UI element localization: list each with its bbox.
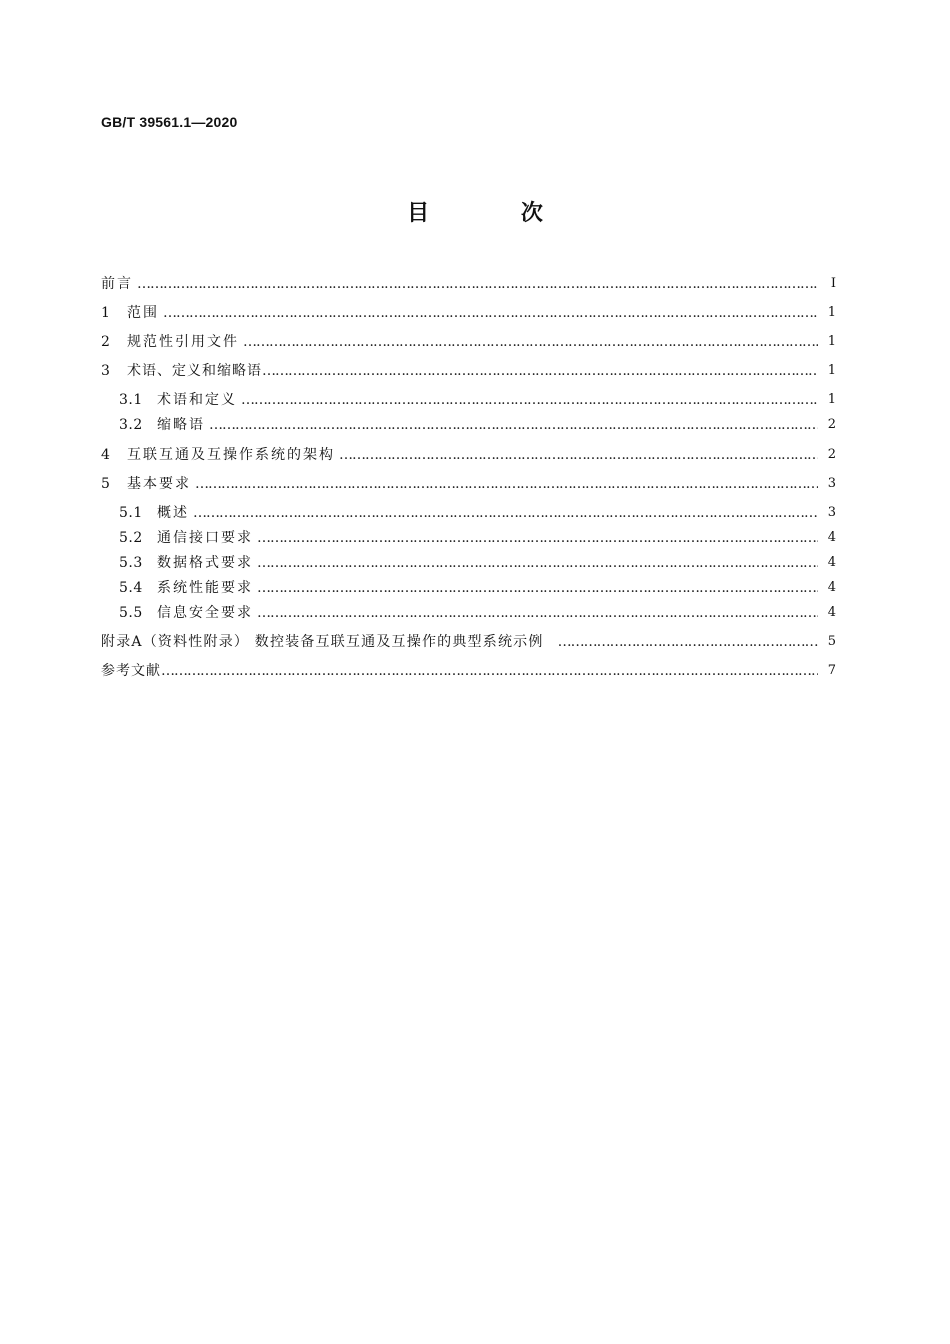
toc-leader-dots xyxy=(257,526,818,550)
toc-leader-dots xyxy=(257,551,818,575)
toc-entry-label: 通信接口要求 xyxy=(157,530,253,546)
toc-entry-5-2[interactable] xyxy=(119,526,836,550)
page-title: 目 次 xyxy=(407,201,585,226)
toc-entry-label: 术语和定义 xyxy=(157,392,237,408)
toc-entry-label: 信息安全要求 xyxy=(157,605,253,621)
toc-leader-dots xyxy=(193,501,818,525)
toc-entry-number: 1 xyxy=(101,305,111,321)
toc-entry-5-4[interactable] xyxy=(119,576,836,600)
toc-entry-5-5[interactable] xyxy=(119,601,836,625)
toc-leader-dots xyxy=(558,630,818,654)
toc-entry-page: 3 xyxy=(827,505,836,520)
toc-leader-dots xyxy=(257,601,818,625)
toc-entry-label: 术语、定义和缩略语 xyxy=(127,363,262,379)
toc-entry-page: 1 xyxy=(827,334,836,349)
toc-entry-4[interactable] xyxy=(101,443,836,467)
toc-entry-number: 2 xyxy=(101,334,111,350)
toc-entry-3[interactable] xyxy=(101,359,836,383)
toc-entry-label: 范围 xyxy=(127,305,159,321)
toc-entry-label: 数据格式要求 xyxy=(157,555,253,571)
toc-entry-label: 规范性引用文件 xyxy=(127,334,239,350)
toc-entry-5-3[interactable] xyxy=(119,551,836,575)
toc-entry-page: 4 xyxy=(827,605,836,620)
toc-entry-3-1[interactable] xyxy=(119,388,836,412)
toc-leader-dots xyxy=(257,576,818,600)
toc-entry-label: 前言 xyxy=(101,276,133,292)
toc-leader-dots xyxy=(195,472,818,496)
toc-entry-3-2[interactable] xyxy=(119,413,836,437)
toc-entry-label: 概述 xyxy=(157,505,189,521)
toc-entry-number: 5.1 xyxy=(119,505,143,521)
toc-entry-5[interactable] xyxy=(101,472,836,496)
toc-entry-page: 7 xyxy=(827,663,836,678)
toc-entry-label: 基本要求 xyxy=(127,476,191,492)
toc-entry-number: 5.5 xyxy=(119,605,143,621)
toc-entry-page: 4 xyxy=(827,555,836,570)
toc-entry-references[interactable] xyxy=(101,659,836,683)
toc-leader-dots xyxy=(161,659,818,683)
toc-entry-foreword[interactable] xyxy=(101,272,836,296)
toc-entry-number: 5.2 xyxy=(119,530,143,546)
toc-leader-dots xyxy=(262,359,818,383)
toc-entry-page: 2 xyxy=(827,447,836,462)
toc-entry-page: Ⅰ xyxy=(830,276,836,291)
toc-entry-number: 5 xyxy=(101,476,111,492)
toc-entry-number: 3.2 xyxy=(119,417,143,433)
toc-entry-label: 参考文献 xyxy=(101,663,161,679)
toc-entry-label: 系统性能要求 xyxy=(157,580,253,596)
toc-entry-label: 缩略语 xyxy=(157,417,205,433)
toc-leader-dots xyxy=(339,443,818,467)
toc-leader-dots xyxy=(209,413,818,437)
toc-entry-2[interactable] xyxy=(101,330,836,354)
toc-entry-page: 2 xyxy=(827,417,836,432)
toc-leader-dots xyxy=(241,388,818,412)
toc-entry-page: 5 xyxy=(827,634,836,649)
toc-entry-number: 5.4 xyxy=(119,580,143,596)
toc-entry-number: 3 xyxy=(101,363,111,379)
toc-entry-label: 附录A（资料性附录） 数控装备互联互通及互操作的典型系统示例 xyxy=(101,634,544,650)
toc-entry-page: 4 xyxy=(827,530,836,545)
toc-entry-number: 3.1 xyxy=(119,392,143,408)
toc-leader-dots xyxy=(243,330,818,354)
toc-entry-label: 互联互通及互操作系统的架构 xyxy=(127,447,335,463)
toc-leader-dots xyxy=(137,272,818,296)
toc-leader-dots xyxy=(163,301,818,325)
toc-entry-page: 1 xyxy=(827,392,836,407)
toc-entry-number: 4 xyxy=(101,447,111,463)
toc-entry-page: 4 xyxy=(827,580,836,595)
toc-entry-1[interactable] xyxy=(101,301,836,325)
toc-entry-appendix-a[interactable] xyxy=(101,630,836,654)
toc-entry-5-1[interactable] xyxy=(119,501,836,525)
toc-entry-page: 1 xyxy=(827,363,836,378)
toc-entry-page: 1 xyxy=(827,305,836,320)
toc-entry-page: 3 xyxy=(827,476,836,491)
toc-entry-number: 5.3 xyxy=(119,555,143,571)
standard-code: GB/T 39561.1—2020 xyxy=(101,114,238,130)
